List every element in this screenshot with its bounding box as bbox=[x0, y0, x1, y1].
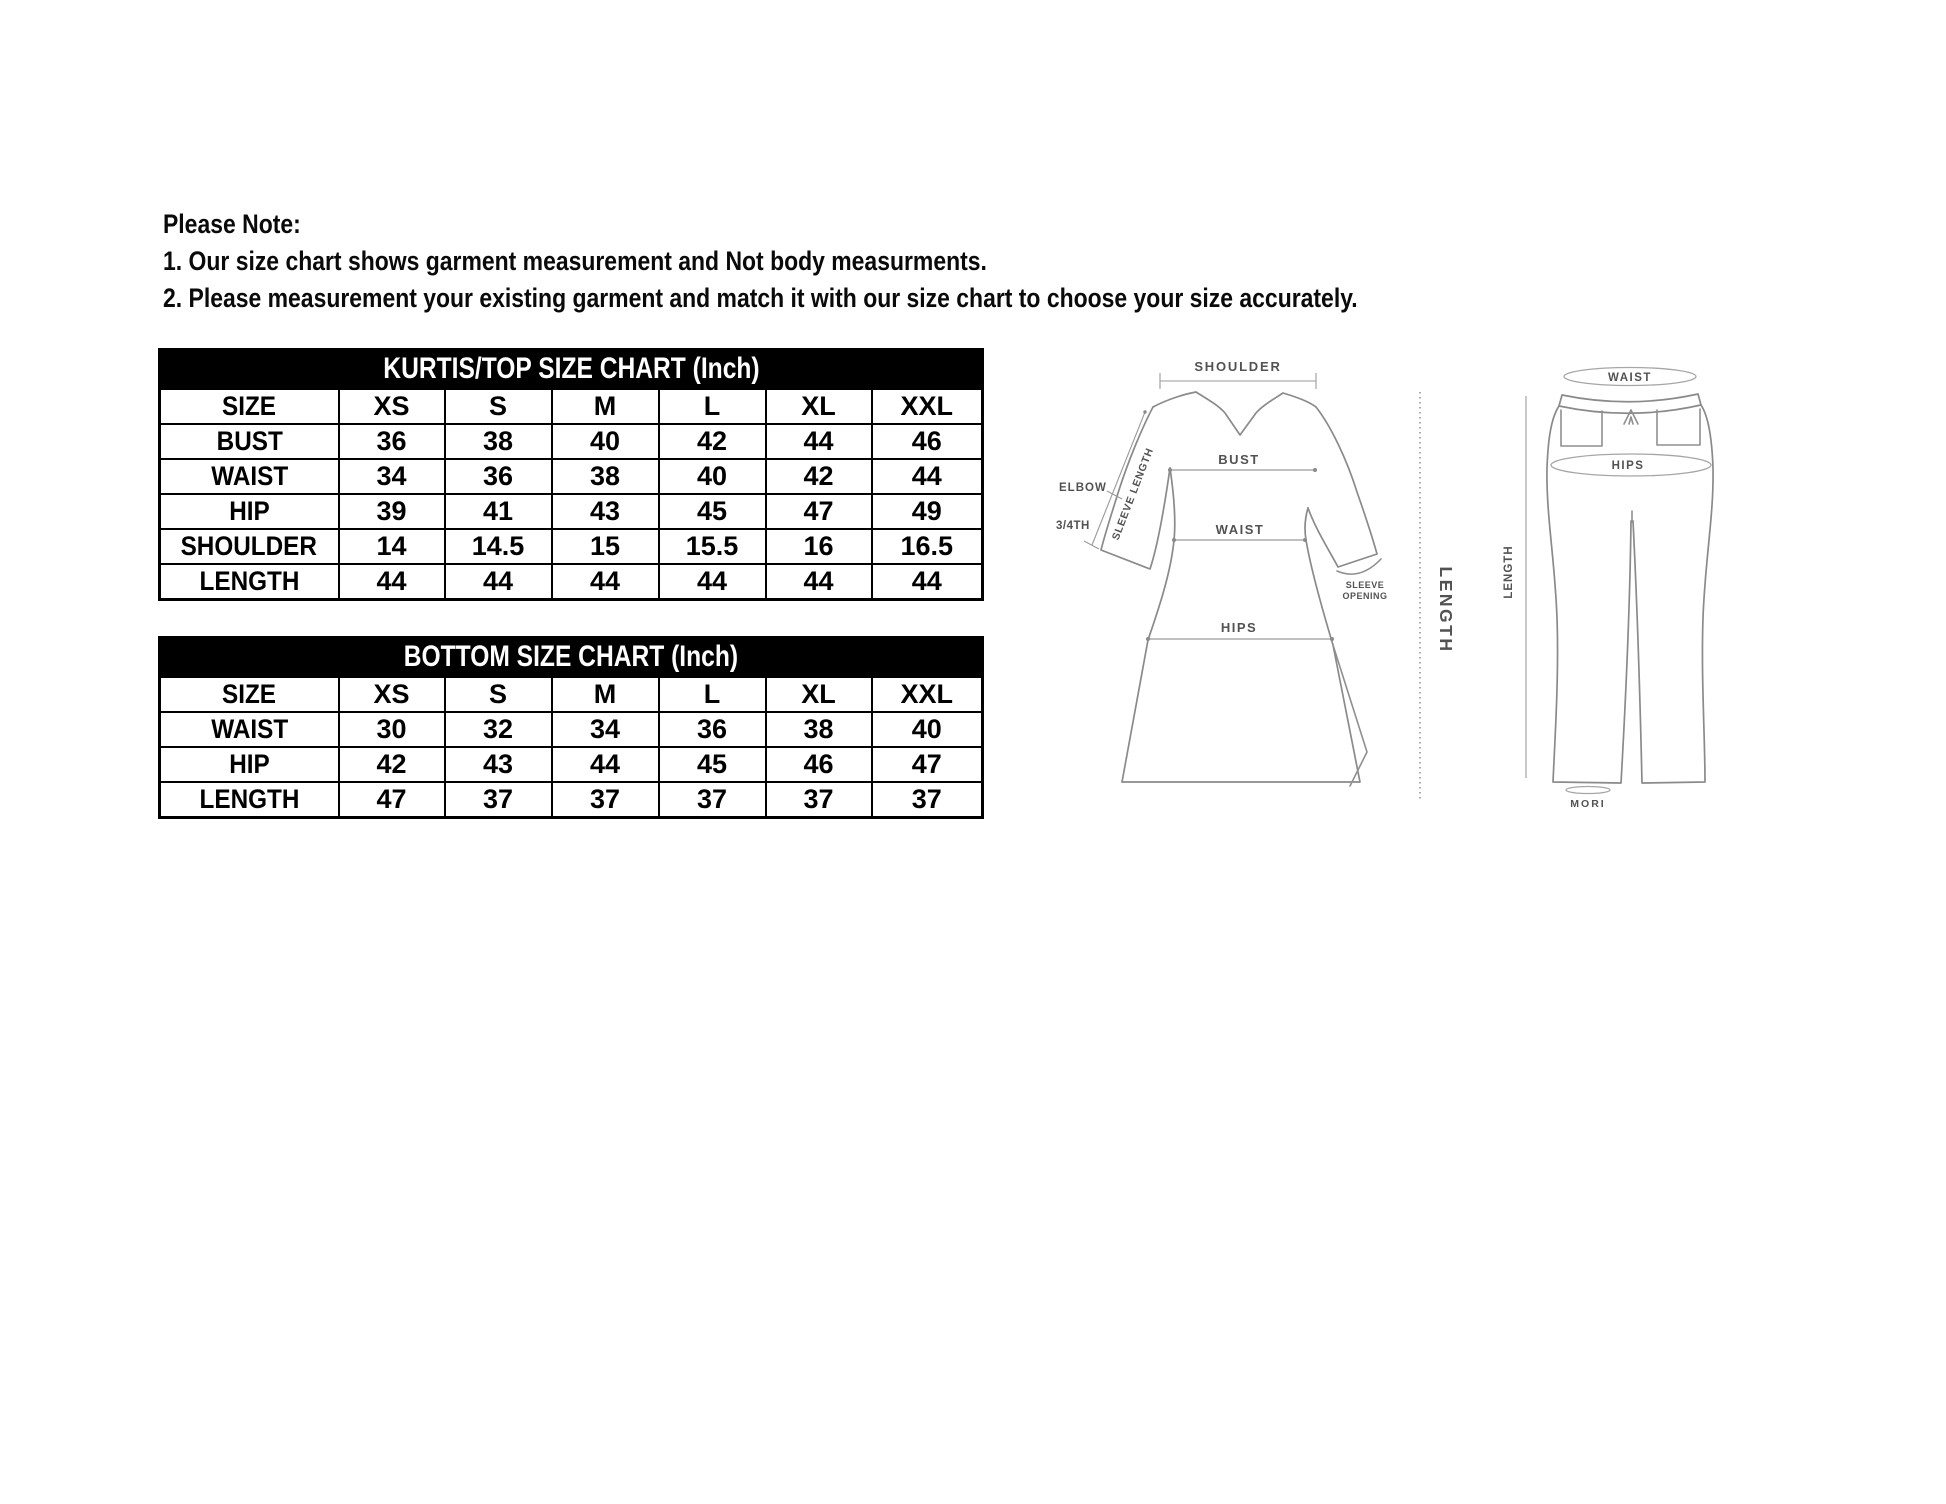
pants-measurement-diagram bbox=[1490, 350, 1820, 820]
kurti-length-label: LENGTH bbox=[1436, 566, 1456, 654]
table-row bbox=[160, 677, 983, 713]
table-title bbox=[160, 350, 983, 389]
table-cell: 37 bbox=[659, 782, 766, 818]
pants-waist-label: WAIST bbox=[1608, 372, 1652, 384]
row-label: SHOULDER bbox=[160, 529, 339, 564]
hips-line bbox=[1146, 637, 1334, 641]
table-row bbox=[160, 494, 983, 529]
table-cell: 15 bbox=[552, 529, 659, 564]
table-cell: 38 bbox=[445, 424, 552, 459]
table-row bbox=[160, 529, 983, 564]
elbow-label: ELBOW bbox=[1059, 482, 1107, 494]
row-label: HIP bbox=[160, 494, 339, 529]
kurti-measurement-diagram bbox=[1040, 340, 1460, 810]
table-cell: 36 bbox=[445, 459, 552, 494]
column-header: S bbox=[445, 677, 552, 713]
column-header: SIZE bbox=[160, 677, 339, 713]
table-cell: 47 bbox=[872, 747, 983, 782]
table-cell: 15.5 bbox=[659, 529, 766, 564]
table-cell: 42 bbox=[766, 459, 872, 494]
mori-ellipse bbox=[1566, 787, 1610, 794]
table-cell: 30 bbox=[339, 712, 445, 747]
table-title-text: BOTTOM SIZE CHART (Inch) bbox=[403, 640, 739, 673]
table-cell: 44 bbox=[766, 564, 872, 600]
column-header: M bbox=[552, 389, 659, 425]
table-cell: 44 bbox=[339, 564, 445, 600]
table-cell: 39 bbox=[339, 494, 445, 529]
column-header: S bbox=[445, 389, 552, 425]
table-cell: 34 bbox=[339, 459, 445, 494]
row-label: LENGTH bbox=[160, 782, 339, 818]
row-label: HIP bbox=[160, 747, 339, 782]
column-header: XXL bbox=[872, 677, 983, 713]
column-header: SIZE bbox=[160, 389, 339, 425]
notes-title: Please Note: bbox=[163, 209, 301, 239]
table-cell: 36 bbox=[659, 712, 766, 747]
table-cell: 14.5 bbox=[445, 529, 552, 564]
table-cell: 37 bbox=[766, 782, 872, 818]
table-row bbox=[160, 424, 983, 459]
table-cell: 43 bbox=[552, 494, 659, 529]
column-header: XL bbox=[766, 389, 872, 425]
column-header: XXL bbox=[872, 389, 983, 425]
sleeve-length-label: SLEEVE LENGTH bbox=[1109, 446, 1157, 542]
table-cell: 44 bbox=[766, 424, 872, 459]
shoulder-dimension-line bbox=[1160, 373, 1316, 389]
bottom-size-table bbox=[158, 636, 984, 819]
sleeve-opening-label-line1: SLEEVE bbox=[1345, 580, 1385, 590]
table-cell: 44 bbox=[552, 564, 659, 600]
column-header: L bbox=[659, 677, 766, 713]
table-cell: 42 bbox=[339, 747, 445, 782]
table-cell: 37 bbox=[445, 782, 552, 818]
row-label: LENGTH bbox=[160, 564, 339, 600]
table-cell: 40 bbox=[872, 712, 983, 747]
table-cell: 46 bbox=[872, 424, 983, 459]
drawstring bbox=[1624, 410, 1638, 424]
table-cell: 40 bbox=[552, 424, 659, 459]
table-cell: 37 bbox=[552, 782, 659, 818]
pants-hips-label: HIPS bbox=[1611, 460, 1645, 472]
table-cell: 44 bbox=[872, 459, 983, 494]
column-header: M bbox=[552, 677, 659, 713]
table-cell: 45 bbox=[659, 494, 766, 529]
bust-label: BUST bbox=[1218, 452, 1260, 467]
shoulder-label: SHOULDER bbox=[1194, 359, 1282, 374]
table-cell: 42 bbox=[659, 424, 766, 459]
note-line-1: 1. Our size chart shows garment measurement and Not body measurments. bbox=[163, 246, 987, 276]
kurtis-top-size-table bbox=[158, 348, 984, 601]
table-row bbox=[160, 459, 983, 494]
table-cell: 46 bbox=[766, 747, 872, 782]
table-row bbox=[160, 782, 983, 818]
table-row bbox=[160, 747, 983, 782]
notes-block bbox=[163, 206, 1358, 317]
row-label: WAIST bbox=[160, 459, 339, 494]
table-cell: 47 bbox=[339, 782, 445, 818]
mori-label: MORI bbox=[1570, 798, 1606, 810]
waist-line bbox=[1172, 538, 1307, 542]
table-cell: 37 bbox=[872, 782, 983, 818]
table-cell: 38 bbox=[766, 712, 872, 747]
table-cell: 44 bbox=[552, 747, 659, 782]
table-cell: 44 bbox=[872, 564, 983, 600]
three-fourth-label: 3/4TH bbox=[1056, 520, 1090, 532]
table-row bbox=[160, 564, 983, 600]
pants-length-label: LENGTH bbox=[1503, 545, 1515, 599]
column-header: XL bbox=[766, 677, 872, 713]
table-cell: 47 bbox=[766, 494, 872, 529]
waist-label: WAIST bbox=[1215, 522, 1265, 537]
table-cell: 41 bbox=[445, 494, 552, 529]
table-row bbox=[160, 712, 983, 747]
table-cell: 44 bbox=[445, 564, 552, 600]
row-label: WAIST bbox=[160, 712, 339, 747]
table-cell: 44 bbox=[659, 564, 766, 600]
column-header: XS bbox=[339, 389, 445, 425]
table-title-text: KURTIS/TOP SIZE CHART (Inch) bbox=[382, 352, 760, 385]
table-cell: 16 bbox=[766, 529, 872, 564]
table-cell: 32 bbox=[445, 712, 552, 747]
row-label: BUST bbox=[160, 424, 339, 459]
table-title-row bbox=[160, 638, 983, 677]
hips-label: HIPS bbox=[1220, 620, 1258, 635]
table-cell: 49 bbox=[872, 494, 983, 529]
sleeve-opening-label-line2: OPENING bbox=[1342, 591, 1388, 601]
table-title-row bbox=[160, 350, 983, 389]
table-cell: 36 bbox=[339, 424, 445, 459]
table-cell: 34 bbox=[552, 712, 659, 747]
table-title bbox=[160, 638, 983, 677]
bust-line bbox=[1168, 468, 1317, 472]
table-cell: 40 bbox=[659, 459, 766, 494]
table-cell: 45 bbox=[659, 747, 766, 782]
table-cell: 14 bbox=[339, 529, 445, 564]
column-header: L bbox=[659, 389, 766, 425]
table-cell: 16.5 bbox=[872, 529, 983, 564]
pockets bbox=[1561, 409, 1700, 446]
table-row bbox=[160, 389, 983, 425]
table-cell: 38 bbox=[552, 459, 659, 494]
column-header: XS bbox=[339, 677, 445, 713]
note-line-2: 2. Please measurement your existing garment and match it with our size chart to choose your size accurately. bbox=[163, 283, 1358, 313]
table-cell: 43 bbox=[445, 747, 552, 782]
